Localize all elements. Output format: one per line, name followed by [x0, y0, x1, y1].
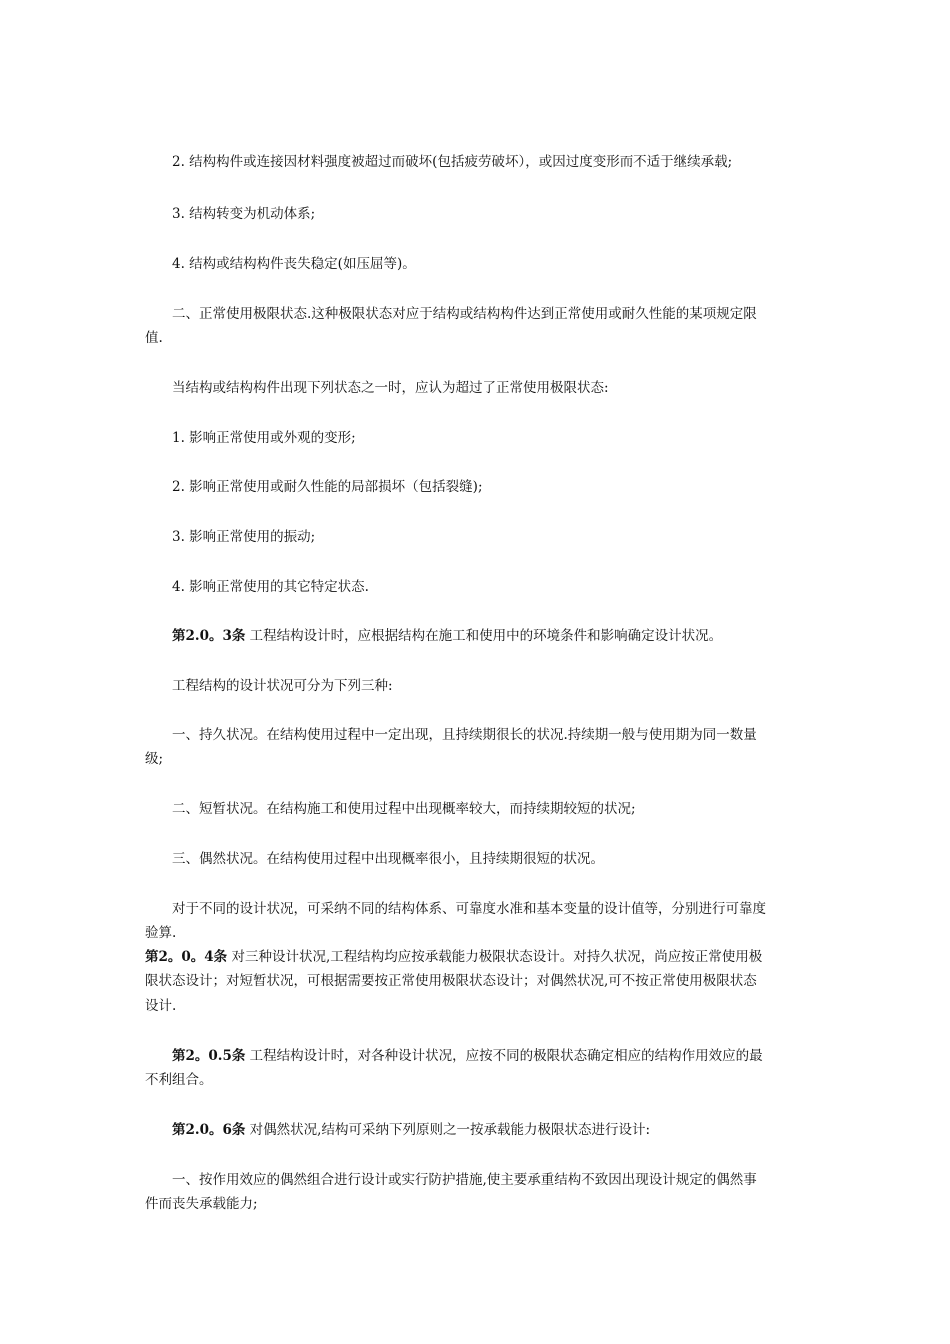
article-label: 第2。0。4条: [145, 949, 228, 965]
article-paragraph: [172, 626, 722, 646]
paragraph: 工程结构的设计状况可分为下列三种:: [172, 678, 393, 694]
article-label: 第2.0。6条: [172, 1122, 246, 1138]
paragraph-continuation: 验算.: [145, 925, 177, 941]
paragraph-continuation: 值.: [145, 330, 163, 346]
article-paragraph: [172, 1120, 650, 1140]
paragraph: 当结构或结构构件出现下列状态之一时，应认为超过了正常使用极限状态:: [172, 380, 609, 396]
paragraph-continuation: 件而丧失承载能力;: [145, 1196, 258, 1212]
article-text: 对偶然状况,结构可采纳下列原则之一按承载能力极限状态进行设计:: [245, 1122, 651, 1138]
paragraph: 2. 结构构件或连接因材料强度被超过而破坏(包括疲劳破坏），或因过度变形而不适于继续承载;: [172, 154, 733, 170]
paragraph-continuation: 不利组合。: [145, 1072, 213, 1088]
article-label: 第2。0.5条: [172, 1048, 246, 1064]
paragraph: 3. 结构转变为机动体系;: [172, 206, 316, 222]
paragraph-continuation: 限状态设计；对短暂状况，可根据需要按正常使用极限状态设计；对偶然状况,可不按正常使用极限状态: [145, 973, 757, 989]
article-paragraph: [145, 947, 762, 967]
paragraph: 一、按作用效应的偶然组合进行设计或实行防护措施,使主要承重结构不致因出现设计规定的偶然事: [172, 1172, 757, 1188]
paragraph-continuation: 级;: [145, 751, 164, 767]
paragraph: 1. 影响正常使用或外观的变形;: [172, 430, 356, 446]
paragraph: 二、短暂状况。在结构施工和使用过程中出现概率较大，而持续期较短的状况;: [172, 801, 636, 817]
paragraph: 三、偶然状况。在结构使用过程中出现概率很小，且持续期很短的状况。: [172, 851, 604, 867]
article-text: 工程结构设计时，对各种设计状况，应按不同的极限状态确定相应的结构作用效应的最: [245, 1048, 763, 1064]
paragraph: 二、正常使用极限状态.这种极限状态对应于结构或结构构件达到正常使用或耐久性能的某项规定限: [172, 306, 757, 322]
paragraph: 对于不同的设计状况，可采纳不同的结构体系、可靠度水准和基本变量的设计值等，分别进行可靠度: [172, 901, 766, 917]
paragraph-continuation: 设计.: [145, 998, 177, 1014]
article-label: 第2.0。3条: [172, 628, 246, 644]
article-text: 对三种设计状况,工程结构均应按承载能力极限状态设计。对持久状况，尚应按正常使用极: [227, 949, 763, 965]
paragraph: 4. 结构或结构构件丧失稳定(如压屈等)。: [172, 256, 416, 272]
paragraph: 4. 影响正常使用的其它特定状态.: [172, 579, 369, 595]
paragraph: 一、持久状况。在结构使用过程中一定出现，且持续期很长的状况.持续期一般与使用期为同一数量: [172, 727, 757, 743]
paragraph: 2. 影响正常使用或耐久性能的局部损坏（包括裂缝);: [172, 479, 483, 495]
paragraph: 3. 影响正常使用的振动;: [172, 529, 316, 545]
article-paragraph: [172, 1046, 763, 1066]
article-text: 工程结构设计时，应根据结构在施工和使用中的环境条件和影响确定设计状况。: [245, 628, 723, 644]
